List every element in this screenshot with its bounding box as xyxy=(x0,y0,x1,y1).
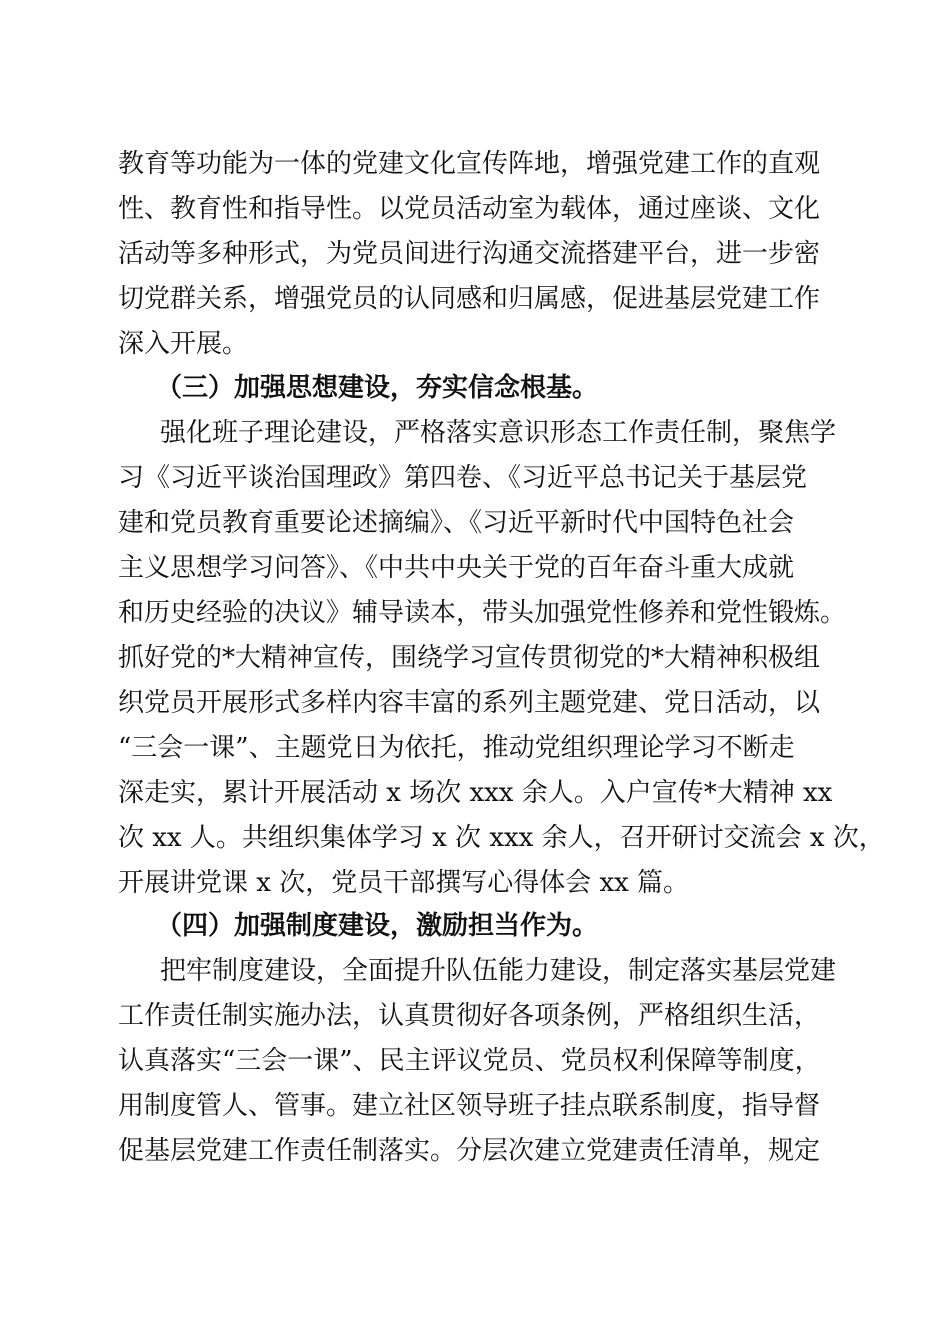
paragraph-2-line: 强化班子理论建设，严格落实意识形态工作责任制，聚焦学 xyxy=(160,418,837,448)
paragraph-2-line: 习《习近平谈治国理政》第四卷、《习近平总书记关于基层党 xyxy=(118,463,808,493)
paragraph-2-line: 抓好党的*大精神宣传，围绕学习宣传贯彻党的*大精神积极组 xyxy=(118,643,821,673)
paragraph-2-line: “三会一课”、主题党日为依托，推动党组织理论学习不断走 xyxy=(118,733,795,763)
paragraph-2-line: 深走实，累计开展活动 x 场次 xxx 余人。入户宣传*大精神 xx xyxy=(118,778,833,808)
paragraph-1-line: 切党群关系，增强党员的认同感和归属感，促进基层党建工作 xyxy=(118,284,821,314)
section-heading-4: （四）加强制度建设，激励担当作为。 xyxy=(156,911,599,941)
paragraph-2-line: 建和党员教育重要论述摘编》、《习近平新时代中国特色社会 xyxy=(118,508,795,538)
paragraph-3-line: 把牢制度建设，全面提升队伍能力建设，制定落实基层党建 xyxy=(160,956,837,986)
paragraph-3-line: 促基层党建工作责任制落实。分层次建立党建责任清单，规定 xyxy=(118,1136,821,1166)
paragraph-3-line: 认真落实“三会一课”、民主评议党员、党员权利保障等制度， xyxy=(118,1046,821,1076)
paragraph-3-line: 工作责任制实施办法，认真贯彻好各项条例，严格组织生活， xyxy=(118,1001,821,1031)
section-heading-3: （三）加强思想建设，夯实信念根基。 xyxy=(156,373,599,403)
paragraph-1-line: 教育等功能为一体的党建文化宣传阵地，增强党建工作的直观 xyxy=(118,149,821,179)
paragraph-1-line: 活动等多种形式，为党员间进行沟通交流搭建平台，进一步密 xyxy=(118,239,821,269)
paragraph-1-line: 深入开展。 xyxy=(118,329,249,359)
paragraph-2-line: 次 xx 人。共组织集体学习 x 次 xxx 余人，召开研讨交流会 x 次， xyxy=(118,823,885,853)
paragraph-3-line: 用制度管人、管事。建立社区领导班子挂点联系制度，指导督 xyxy=(118,1091,821,1121)
paragraph-1-line: 性、教育性和指导性。以党员活动室为载体，通过座谈、文化 xyxy=(118,194,821,224)
paragraph-2-line: 开展讲党课 x 次，党员干部撰写心得体会 xx 篇。 xyxy=(118,868,690,898)
paragraph-2-line: 织党员开展形式多样内容丰富的系列主题党建、党日活动，以 xyxy=(118,688,821,718)
paragraph-2-line: 主义思想学习问答》、《中共中央关于党的百年奋斗重大成就 xyxy=(118,553,795,583)
paragraph-2-line: 和历史经验的决议》辅导读本，带头加强党性修养和党性锻炼。 xyxy=(118,598,847,628)
